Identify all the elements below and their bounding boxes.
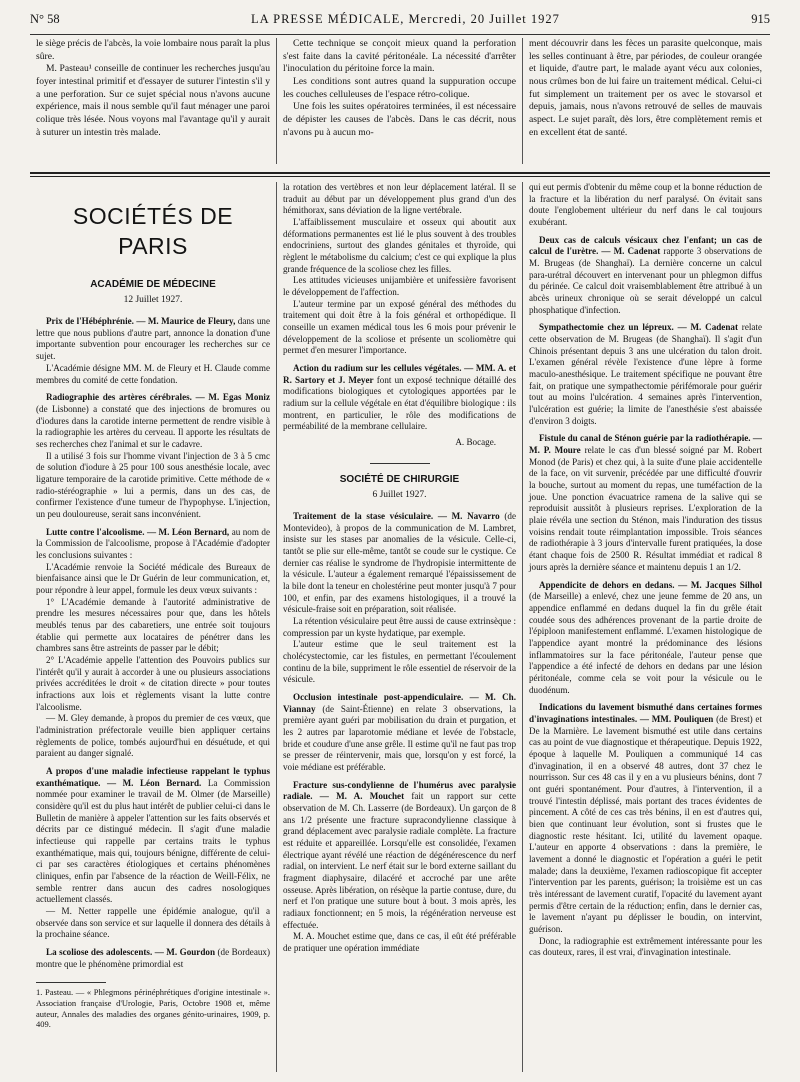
report-paragraph: Radiographie des artères cérébrales. — M. Egas Moniz (de Lisbonne) a constaté que des injections de bromures ou d'iodures dans la carotide interne permettent de rendre visible à la radiographie les artères du cerveau. Il apporte les résultats de ses recherches chez l'animal et sur le cadavre. [36,392,270,449]
paragraph: Donc, la radiographie est extrêmement intéressante pour les cas douteux, rares, il est vrai, d'invagination intestinale. [529,935,762,958]
report-paragraph: Prix de l'Hébéphrénie. — M. Maurice de Fleury, dans une lettre que nous publions d'autre part, annonce la donation d'une importante subvention pour encourager les recherches sur ce sujet. [36,316,270,362]
society-heading: ACADÉMIE DE MÉDECINE [90,279,216,291]
report-paragraph: Fracture sus-condylienne de l'humérus avec paralysie radiale. — M. A. Mouchet fait un rapport sur cette observation de M. Ch. Lasserre (de Bordeaux). Un garçon de 8 ans 1/2 présente une fracture supracondylienne classique à grand déplacement avec paralysie radiale complète. La fracture est réduite et appareillée. Lorsqu'elle est consolidée, l'examen électrique ayant révélé une réaction de dégénérescence du nerf radial, on intervient. Le nerf était sur le bord externe saillant du fragment diaphysaire, dilacéré et accroché par une arête osseuse. Après libération, on résèque la partie contuse, dure, du nerf et l'on pratique une suture bout à bout. 3 mois après, les radiaux fonctionnent; en 5 mois, la régénération nerveuse est effectuée. [283,779,517,930]
paragraph: L'Académie désigne MM. M. de Fleury et H. Claude comme membres du comité de cette fondation. [36,362,270,385]
report-paragraph: La scoliose des adolescents. — M. Gourdon (de Bordeaux) montre que le phénomène primordial est [36,947,270,969]
paragraph: M. Pasteau¹ conseille de continuer les recherches jusqu'au foyer intestinal primitif et d'essayer de suturer l'intestin s'il y a une perforation. Sur ce sujet spécial nous n'avons aucune expérience, mais il nous semble qu'il faut ménager une paroi colique très lésée. Nous voyons mal l'avantage qu'il y aurait à suturer un intestin très malade. [36,63,270,138]
report-paragraph: Deux cas de calculs vésicaux chez l'enfant; un cas de calcul de l'urètre. — M. Cadenat rapporte 3 observations de M. Brugeas (de Shanghaï). La dernière concerne un calcul para-urétral découvert en intervenant pour un phlegmon diffus du périnée. Ce calcul doit vraisemblablement être attribué à un abcès urineux chronique où se serait développé un calcul phosphatique d'infection. [529,234,763,315]
paragraph: 2° L'Académie appelle l'attention des Pouvoirs publics sur l'intérêt qu'il y aurait à accorder à une ou plusieurs associations privées accréditées le droit « de citation directe » pour toutes infractions aux lois et règlements visant la lutte contre l'alcoolisme. [36,654,270,712]
footnote-rule [36,982,106,983]
paragraph: L'Académie renvoie la Société médicale des Bureaux de bienfaisance ainsi que le Dr Guérin de leur communication, et, pour répondre à leur appel, formule les deux vœux suivants : [36,561,270,595]
paragraph: La rétention vésiculaire peut être aussi de cause extrinsèque : compression par un kyste hydatique, par exemple. [283,615,516,638]
journal-title: LA PRESSE MÉDICALE, Mercredi, 20 Juillet 1927 [251,11,560,26]
paragraph: 1° L'Académie demande à l'autorité administrative de prendre les mesures nécessaires pour que, dans les hôtels meublés tenus par des cabaretiers, une entrée soit toujours établie qui permette aux locataires de pénétrer dans les chambres sans être astreints de passer par le débit; [36,596,270,654]
paragraph: L'auteur termine par un exposé général des méthodes du traitement qui doit être à la fois général et orthopédique. Il conseille un examen médical tous les 6 mois pour prévenir le développement de la scoliose et présente un scoliomètre qui permet d'en mesurer l'importance. [283,298,516,356]
paragraph: Les conditions sont autres quand la suppuration occupe les couches celluleuses de l'espace rétro-colique. [283,75,516,100]
paragraph: M. A. Mouchet estime que, dans ce cas, il eût été préférable de pratiquer une opération immédiate [283,931,516,954]
divider [370,463,430,464]
continued-article [30,38,770,164]
paragraph: L'auteur estime que le seul traitement est la cholécystectomie, car les fistules, en permettant l'écoulement continu de la bile, suppriment le rôle essentiel de réservoir de la vésicule. [283,639,516,685]
paragraph: qui eut permis d'obtenir du même coup et la bonne réduction de la fracture et la libération du nerf paralysé. On évitait sans doute l'englobement ultérieur du nerf dans le cal toujours exubérant. [529,182,762,228]
report-paragraph: Occlusion intestinale post-appendiculaire. — M. Ch. Viannay (de Saint-Étienne) en relate 3 observations, la première ayant guéri par mobilisation du drain et purgation, et les 2 autres par laparotomie médiane et levée de l'obstacle, bride et coudure d'une anse grêle. Il estime qu'il ne faut pas trop se presser de réintervenir, mais que, lorsqu'on y est forcé, la voie médiane est préférable. [283,691,516,772]
top-column-3 [522,38,768,164]
session-date: 12 Juillet 1927. [123,294,183,305]
top-column-2 [276,38,522,164]
column-1 [30,182,276,1072]
paragraph: — M. Netter rappelle une épidémie analogue, qu'il a observée dans son service et sur laquelle il donnera des détails à la prochaine séance. [36,906,270,940]
paragraph: la rotation des vertèbres et non leur déplacement latéral. Il se traduit au début par un développement plus grand d'un des hémithorax, sans déviation de la ligne vertébrale. [283,182,516,216]
report-paragraph: A propos d'une maladie infectieuse rappelant le typhus exanthématique. — M. Léon Bernard. La Commission nommée pour examiner le travail de M. Olmer (de Marseille) considère qu'il est du plus haut intérêt de publier celui-ci dans le Bulletin de manière à appeler l'attention sur les faits observés et décrits par ce distingué médecin. Il s'agit d'une maladie infectieuse qui rappelle par certains traits le typhus exanthématique, mais qui, toujours bénigne, différente de celui-ci par ses caractères étiologiques et certains phénomènes cliniques, enfin par l'absence de la réaction de Weill-Félix, ne semble rentrer dans aucun des cadres nosologiques actuellement classés. [36,766,270,905]
issue-number: N° 58 [30,11,60,26]
paragraph: le siège précis de l'abcès, la voie lombaire nous paraît la plus sûre. [36,38,270,62]
paragraph: L'affaiblissement musculaire et osseux qui aboutit aux déformations permanentes est lié le plus souvent à des troubles endocriniens, surtout des glandes génitales et thyroïde, qui règlent le métabolisme du calcium; c'est ce qui explique la plus grande fréquence de la scoliose chez les filles. [283,217,516,274]
column-3 [522,182,768,1072]
top-column-1 [30,38,276,164]
societies-section [30,182,770,1072]
paragraph: Il a utilisé 3 fois sur l'homme vivant l'injection de 3 à 5 cmc de solution d'iodure à 25 pour 100 sous anesthésie locale, avec ligature temporaire de la carotide primitive. Cette méthode de « radio-stéréographie » lui a permis, dans un des cas, de confirmer l'existence d'une tumeur de l'hypophyse. L'injection, un peu douloureuse, serait sans inconvénient. [36,450,270,519]
paragraph: Cette technique se conçoit mieux quand la perforation s'est faite dans la cavité péritonéale. La nécessité d'arrêter l'inoculation du péritoine force la main. [283,38,516,75]
footnote: 1. Pasteau. — « Phlegmons périnéphrétiques d'origine intestinale ». Association française d'Urologie, Paris, Octobre 1908 et, même auteur, Annales des maladies des organes génito-urinaires, 1909, p. 409. [36,987,270,1030]
section-rule [30,172,770,174]
report-paragraph: Indications du lavement bismuthé dans certaines formes d'invaginations intestinales. — MM. Pouliquen (de Brest) et De la Marnière. Le lavement bismuthé est utile dans certains cas au point de vue diagnostique et thérapeutique. Depuis 1922, époque à laquelle M. Pouliquen a communiqué 14 cas d'invagination, il en a observé 48 autres, dont 37 chez le nourrisson. Sur ces 48 cas il y en a vu plusieurs bénins, dont 7 ont guéri spontanément. Pour d'autres, à l'intervention, il a trouvé l'intestin déplissé, mais portant des traces évidentes de pincement. A côté de ces cas très bénins, il en est d'autres qui, bien que continuant leur évolution, sont si frustes que le diagnostic reste hésitant. Ici, utilité du lavement opaque. L'auteur en apporte 4 observations : dans la première, le lavement a donné le diagnostic et l'opération a guéri le petit malade; dans la deuxième, l'examen radioscopique fit accepter l'intervention par les parents, guérison; la troisième est un cas très intéressant de lavement curatif, l'opacité du lavement ayant permis d'être certain de la réduction; enfin, dans le dernier cas, le lavement n'ayant pu déplisser le boudin, on intervint, guérison. [529,702,762,934]
report-paragraph: Sympathectomie chez un lépreux. — M. Cadenat relate cette observation de M. Brugeas (de Shanghaï). Il s'agit d'un Chinois présentant depuis 3 ans une ulcération du talon droit. L'examen général révèle l'existence d'une lèpre à forme maculo-anesthésique. Le traitement spécifique ne pouvant être fait, on pratique une sympathectomie périfémorale pour guérir tout au moins l'ulcération. 4 semaines après l'intervention, l'ulcération est guérie; la limite de l'anesthésie s'est abaissée d'environ 3 doigts. [529,322,762,426]
paragraph: ment découvrir dans les fèces un parasite quelconque, mais les selles continuant à être, par périodes, de couleur orangée et liquide, d'autre part, le malade ayant vécu aux colonies, nous crûmes bon de lui faire un traitement médical. Celui-ci fut simplement un traitement per os avec le stovarsol et depuis, jamais, nous n'avons retrouvé de selles de mauvais aspect. Le sujet paraît, dès lors, être complètement remis et en excellent état de santé. [529,38,762,138]
page-header [30,4,770,35]
report-paragraph: Fistule du canal de Sténon guérie par la radiothérapie. — M. P. Moure relate le cas d'un blessé soigné par M. Robert Monod (de Paris) et chez qui, à la suite d'une plaie accidentelle de la face, on vit survenir, précédée par une difficulté d'ouvrir la bouche, surtout au moment du repas, une tuméfaction de la joue. Une ponction évacuatrice ramena de la salive qui se reproduisit aussitôt à plusieurs reprises. L'exploration de la plaie révéla une section du Sténon, mais l'induration des tissus voisins rendait toute réimplantation impossible. Trois séances de radiothérapie à 3 jours d'intervalle furent pratiquées, la dose étant chaque fois de 2500 R. Résultat immédiat et radical 8 jours après la dernière séance et maintenu depuis 1 an 1/2. [529,433,762,572]
report-paragraph: Appendicite de dehors en dedans. — M. Jacques Silhol (de Marseille) a enlevé, chez une jeune femme de 20 ans, un appendice enflammé en dedans duquel la fin du grêle était coudée sous des adhérences provenant de la partie droite de l'épiploon manifestement enflammé. L'examen histologique de l'appendice ayant montré la prédominance des lésions inflammatoires sur la face péritonéale, l'auteur pense que l'appendice a été infecté de dehors en dedans par une lésion péritonéale, comme cela se voit pour la vésicule ou le duodénum. [529,579,762,695]
paragraph: Les attitudes vicieuses unijambière et unifessière favorisent le développement de l'affection. [283,275,516,298]
society-heading: SOCIÉTÉ DE CHIRURGIE [339,473,460,485]
section-rule [30,176,770,177]
section-title: SOCIÉTÉS DE PARIS [72,203,234,259]
page-number: 915 [751,11,770,26]
report-paragraph: Traitement de la stase vésiculaire. — M. Navarro (de Montevideo), à propos de la communication de M. Lambret, insiste sur les stases par anomalies de la vésicule. Celle-ci, tantôt se plie sur elle-même, tantôt se coude sur le cystique. Ce dernier cas réalise le syndrome de l'hydropisie intermittente de la vésicule. L'auteur a également remarqué l'épaississement de la bile dont la teneur en cholestérine peut monter jusqu'à 7 pour 100, et enfin, par des examens histologiques, il a trouvé la vésicule-fraise soit en préparation, soit réalisée. [283,510,516,615]
column-2 [276,182,522,1072]
session-date: 6 Juillet 1927. [372,489,427,500]
report-paragraph: Action du radium sur les cellules végétales. — MM. A. et R. Sartory et J. Meyer font un exposé technique détaillé des modifications biologiques et cytologiques apportées par le radium sur la cellule végétale en état d'équilibre biologique : ils montrent, en particulier, le rôle des modifications de perméabilité de la membrane cellulaire. [283,363,516,432]
paragraph: Une fois les suites opératoires terminées, il est nécessaire de dépister les causes de l'abcès. Dans le cas décrit, nous n'avons pu à aucun mo- [283,101,516,138]
paragraph: — M. Gley demande, à propos du premier de ces vœux, que l'administration préfectorale veuille bien appliquer certains règlements de police, tombés aujourd'hui en désuétude, et qui paraient au danger signalé. [36,713,270,759]
author-signature: A. Bocage. [455,437,496,448]
report-paragraph: Lutte contre l'alcoolisme. — M. Léon Bernard, au nom de la Commission de l'alcoolisme, propose à l'Académie d'adopter les conclusions suivantes : [36,526,270,560]
